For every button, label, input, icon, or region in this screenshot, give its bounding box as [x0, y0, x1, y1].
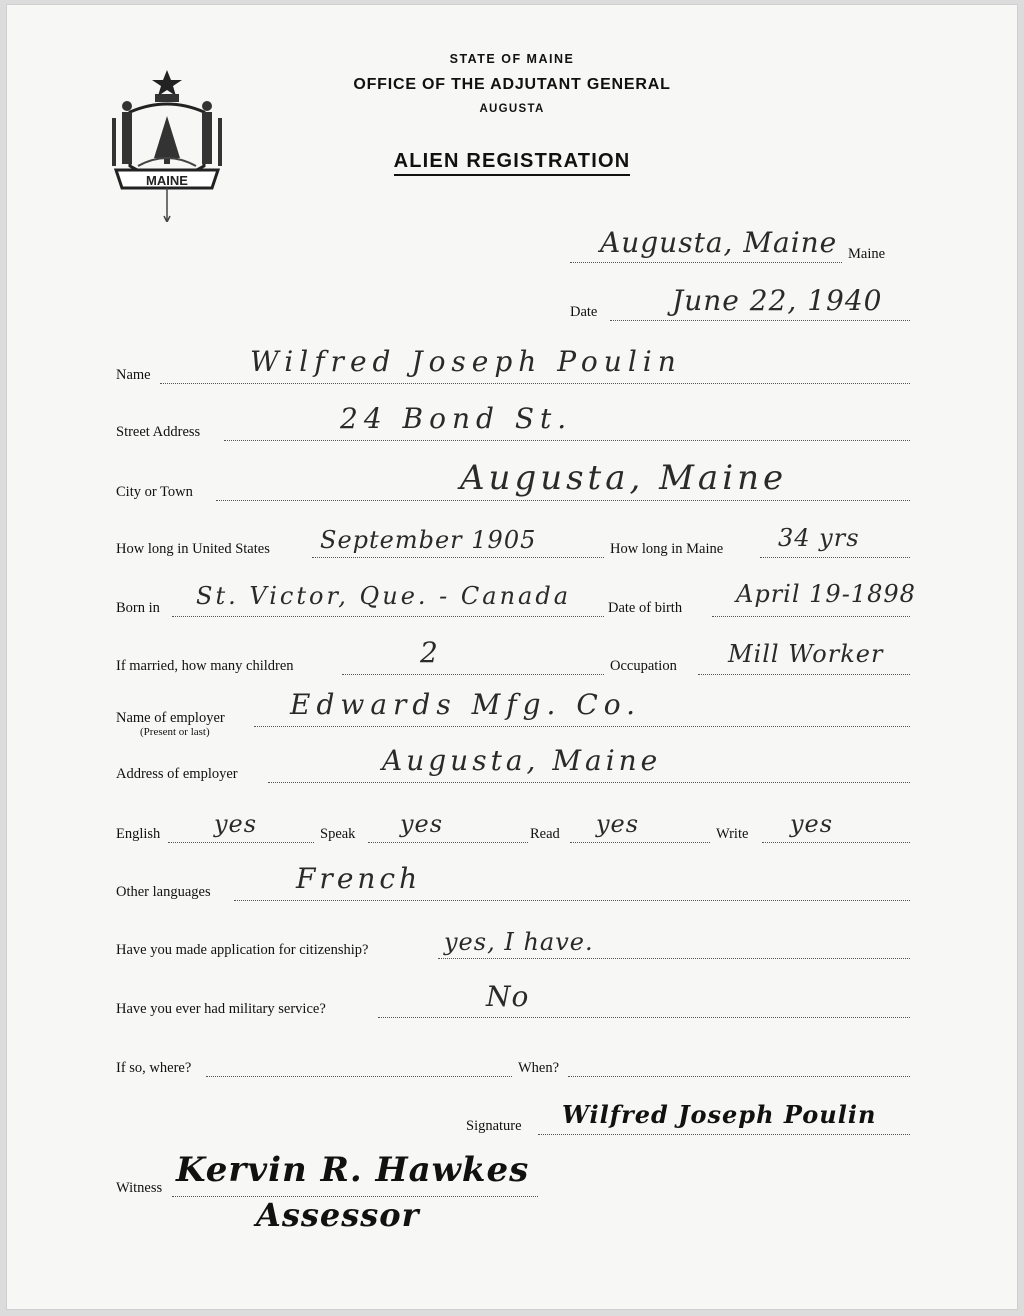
occupation-label: Occupation: [610, 658, 677, 674]
header-city: AUGUSTA: [479, 103, 545, 115]
signature-line: [538, 1134, 910, 1135]
born-in-label: Born in: [116, 600, 160, 616]
witness-value: Kervin R. Hawkes: [176, 1150, 530, 1190]
write-line: [762, 842, 910, 843]
citizenship-value: yes, I have.: [444, 928, 594, 956]
street-address-line: [224, 440, 910, 441]
employer-address-label: Address of employer: [116, 766, 238, 782]
name-label: Name: [116, 367, 151, 383]
where-line: [206, 1076, 512, 1077]
english-label: English: [116, 826, 161, 842]
occupation-value: Mill Worker: [728, 640, 884, 668]
other-languages-line: [234, 900, 910, 901]
how-long-maine-value: 34 yrs: [778, 524, 860, 552]
how-long-us-value: September 1905: [320, 526, 537, 554]
how-long-us-label: How long in United States: [116, 541, 270, 557]
place-value: Augusta, Maine: [600, 226, 838, 259]
witness-title: Assessor: [256, 1196, 420, 1234]
street-address-value: 24 Bond St.: [340, 402, 573, 435]
city-label: City or Town: [116, 484, 193, 500]
employer-label: Name of employer: [116, 710, 225, 726]
military-label: Have you ever had military service?: [116, 1001, 326, 1017]
speak-line: [368, 842, 528, 843]
english-line: [168, 842, 314, 843]
how-long-maine-line: [760, 557, 910, 558]
date-label: Date: [570, 304, 598, 320]
other-languages-value: French: [296, 862, 422, 895]
other-languages-label: Other languages: [116, 884, 211, 900]
date-value: June 22, 1940: [672, 284, 883, 317]
employer-address-value: Augusta, Maine: [382, 744, 662, 777]
military-value: No: [486, 980, 530, 1013]
date-line: [610, 320, 910, 321]
military-line: [378, 1017, 910, 1018]
when-line: [568, 1076, 910, 1077]
children-value: 2: [420, 636, 439, 669]
signature-label: Signature: [466, 1118, 522, 1134]
signature-value: Wilfred Joseph Poulin: [562, 1100, 877, 1129]
employer-line: [254, 726, 910, 727]
read-label: Read: [530, 826, 560, 842]
header-state: STATE OF MAINE: [449, 52, 575, 66]
read-value: yes: [596, 810, 640, 838]
date-of-birth-value: April 19-1898: [736, 580, 916, 608]
born-in-value: St. Victor, Que. - Canada: [196, 582, 571, 610]
employer-value: Edwards Mfg. Co.: [290, 688, 642, 721]
english-value: yes: [214, 810, 258, 838]
employer-address-line: [268, 782, 910, 783]
witness-label: Witness: [116, 1180, 163, 1196]
form-title-text: ALIEN REGISTRATION: [394, 150, 631, 176]
street-address-label: Street Address: [116, 424, 201, 440]
read-line: [570, 842, 710, 843]
children-label: If married, how many children: [116, 658, 294, 674]
citizenship-label: Have you made application for citizenship?: [116, 942, 369, 958]
date-of-birth-label: Date of birth: [608, 600, 683, 616]
place-label: Maine: [848, 246, 886, 262]
write-value: yes: [790, 810, 834, 838]
form-title: [0, 150, 1024, 173]
how-long-us-line: [312, 557, 604, 558]
seal-banner-text: MAINE: [146, 173, 188, 188]
header-office: OFFICE OF THE ADJUTANT GENERAL: [353, 76, 671, 93]
name-line: [160, 383, 910, 384]
city-value: Augusta, Maine: [460, 458, 788, 498]
speak-label: Speak: [320, 826, 356, 842]
where-label: If so, where?: [116, 1060, 192, 1076]
place-line: [570, 262, 842, 263]
date-of-birth-line: [712, 616, 910, 617]
citizenship-line: [438, 958, 910, 959]
occupation-line: [698, 674, 910, 675]
city-line: [216, 500, 910, 501]
how-long-maine-label: How long in Maine: [610, 541, 724, 557]
born-in-line: [172, 616, 604, 617]
name-value: Wilfred Joseph Poulin: [250, 345, 682, 378]
when-label: When?: [518, 1060, 560, 1076]
children-line: [342, 674, 604, 675]
speak-value: yes: [400, 810, 444, 838]
employer-sublabel: (Present or last): [140, 726, 210, 738]
write-label: Write: [716, 826, 749, 842]
